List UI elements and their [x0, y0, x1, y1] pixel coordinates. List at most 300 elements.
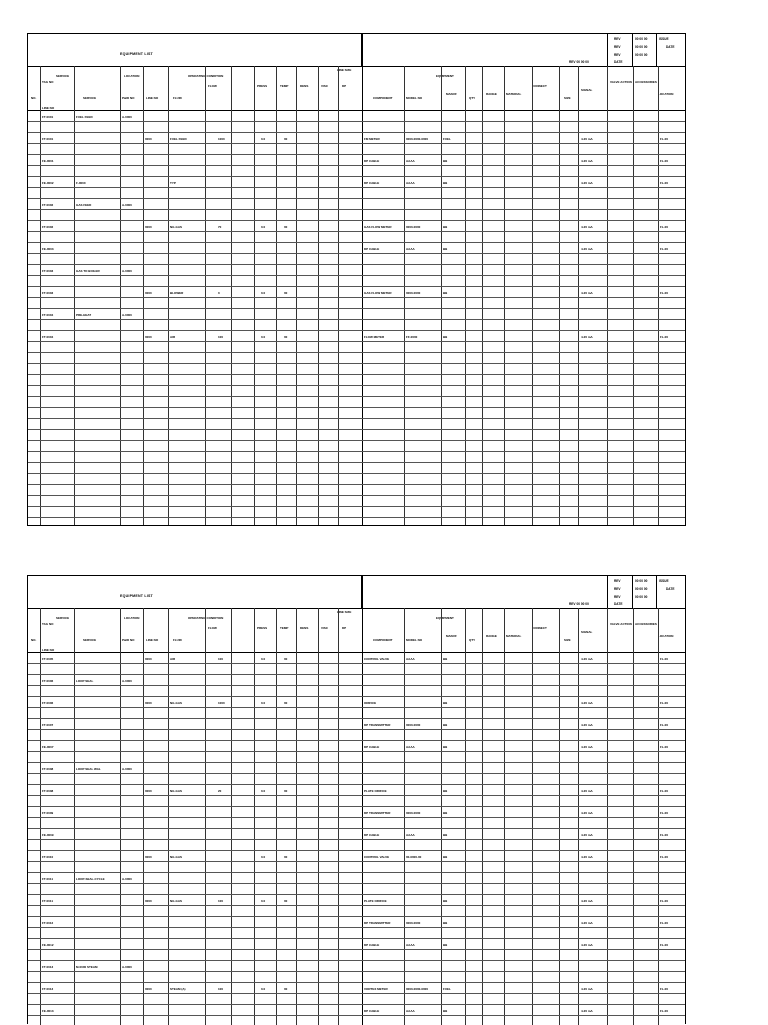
row-divider [28, 982, 685, 983]
row-divider [28, 740, 685, 741]
cell-comp: DP CABLE [364, 1009, 380, 1013]
cell-temp: 00 [284, 899, 288, 903]
group-equipment: EQUIPMENT [436, 616, 454, 620]
row-divider [28, 462, 685, 463]
cell-tag: FT-0010 [42, 855, 54, 859]
col-signal: SIGNAL [581, 630, 593, 634]
cell-model: FF-0000 [406, 335, 418, 339]
cell-fluid: AIR [170, 657, 176, 661]
cell-tag: FT-0011 [42, 877, 54, 881]
col-size: LINE SIZE [337, 610, 352, 614]
col-conn: CONNECT [532, 626, 547, 630]
column-divider [40, 66, 41, 525]
col-size: LINE SIZE [337, 68, 352, 72]
col-model: MODEL NO [406, 96, 423, 100]
column-divider [465, 66, 466, 525]
cell-press: 0.0 [261, 657, 266, 661]
cell-comp: VORTEX METER [364, 987, 388, 991]
cell-pid: A-0000 [122, 313, 132, 317]
cell-svc: GAS TO BOILER [76, 269, 100, 273]
col-valve: VALVE ACTION [610, 622, 632, 626]
row-divider [28, 916, 685, 917]
column-divider [362, 576, 363, 1025]
column-divider [504, 66, 505, 525]
col-no: NO. [31, 96, 37, 100]
column-divider [120, 66, 121, 525]
column-divider [482, 66, 483, 525]
cell-line: 0000 [145, 291, 152, 295]
equipment-list-sheet-1 [27, 33, 686, 526]
cell-tag: FT-0002 [42, 225, 54, 229]
row-divider [28, 685, 685, 686]
cell-line: 0000 [145, 137, 152, 141]
cell-fluid: NG-GAS [170, 899, 182, 903]
cell-loc: FL-00 [660, 987, 669, 991]
cell-tag: FE-0013 [42, 1009, 54, 1013]
cell-model: 0000-0000 [406, 291, 421, 295]
row-divider [28, 883, 685, 884]
cell-line: 0000 [145, 657, 152, 661]
cell-loc: FL-00 [660, 833, 669, 837]
cell-press: 0.0 [261, 225, 266, 229]
cell-tag: FT-0004 [42, 313, 54, 317]
cell-pid: A-0000 [122, 965, 132, 969]
cell-svc: M-0000 STEAM [76, 965, 98, 969]
col-qty: QTY [469, 638, 476, 642]
cell-tag: FE-0007 [42, 745, 54, 749]
cell-fluid: TYP [170, 181, 176, 185]
col-manuf: MANUF [446, 634, 457, 638]
row-divider [28, 319, 685, 320]
cell-comp: GAS FLOW METER [364, 291, 392, 295]
row-divider [28, 762, 685, 763]
column-divider [338, 66, 339, 525]
cell-tag: FE-0009 [42, 833, 54, 837]
rev-label: REV 00 00 00 [569, 602, 589, 606]
cell-manuf: BB [443, 745, 448, 749]
row-divider [28, 938, 685, 939]
cell-loc: FL-00 [660, 811, 669, 815]
cell-line: 0000 [145, 225, 152, 229]
cell-loc: FL-00 [660, 137, 669, 141]
cell-temp: 00 [284, 335, 288, 339]
cell-tag: FT-0012 [42, 921, 54, 925]
row-divider [28, 960, 685, 961]
cell-manuf: BB [443, 723, 448, 727]
cell-model: 0000-0000-0000 [406, 137, 429, 141]
row-divider [28, 696, 685, 697]
row-divider [28, 817, 685, 818]
column-header [28, 66, 685, 111]
col-press: PRESS [257, 626, 268, 630]
cell-press: 0.0 [261, 855, 266, 859]
col-tag2: LINE NO [42, 648, 55, 652]
cell-tag: FT-0008 [42, 789, 54, 793]
cell-tag: FT-0002 [42, 203, 54, 207]
cell-manuf: BB [443, 943, 448, 947]
col-fluid: FLUID [173, 96, 182, 100]
col-tag: TAG NO [42, 80, 54, 84]
col-tag2: LINE NO [42, 106, 55, 110]
group-location: LOCATION [124, 616, 140, 620]
row-divider [28, 231, 685, 232]
row-divider [28, 176, 685, 177]
rev-value: 00 00 00 [635, 45, 648, 49]
cell-model: AAAA [406, 247, 415, 251]
row-divider [28, 949, 685, 950]
cell-comp: PLATE ORIFICE [364, 789, 387, 793]
column-divider [532, 66, 533, 525]
rev-label: REV [614, 579, 621, 583]
cell-comp: DP TRANSMITTER [364, 921, 391, 925]
cell-comp: DP CABLE [364, 745, 380, 749]
col-signal: SIGNAL [581, 88, 593, 92]
cell-line: 0000 [145, 335, 152, 339]
cell-sig: 4-20 mA [581, 899, 593, 903]
cell-loc: FL-00 [660, 247, 669, 251]
col-visc: VISC [321, 626, 329, 630]
cell-sig: 4-20 mA [581, 811, 593, 815]
cell-comp: DP CABLE [364, 181, 380, 185]
col-qty: QTY [469, 96, 476, 100]
cell-fluid: NG-GAS [170, 789, 182, 793]
col-component: COMPONENT [373, 638, 393, 642]
cell-tag: FT-0003 [42, 269, 54, 273]
col-model: MODEL NO [406, 638, 423, 642]
cell-manuf: BB [443, 291, 448, 295]
row-divider [28, 363, 685, 364]
col-flow: FLOW [208, 626, 217, 630]
cell-tag: FT-0003 [42, 291, 54, 295]
column-divider [404, 66, 405, 525]
cell-model: 0000-0000 [406, 225, 421, 229]
col-dens: DENS [300, 626, 309, 630]
cell-comp: ORIFICE [364, 701, 377, 705]
col-range: RANGE [486, 634, 497, 638]
cell-fluid: STEAM (A) [170, 987, 186, 991]
issue-label: ISSUE [659, 37, 669, 41]
sheet-title: EQUIPMENT LIST [120, 52, 153, 56]
cell-manuf: BB [443, 225, 448, 229]
row-divider [28, 198, 685, 199]
cell-model: 0000-0000 [406, 921, 421, 925]
cell-temp: 00 [284, 987, 288, 991]
cell-tag: FT-0006 [42, 679, 54, 683]
cell-pid: A-0000 [122, 269, 132, 273]
col-valve: VALVE ACTION [610, 80, 632, 84]
row-divider [28, 132, 685, 133]
group-service: SERVICE [56, 74, 70, 78]
row-divider [28, 718, 685, 719]
group-location: LOCATION [124, 74, 140, 78]
row-divider [28, 165, 685, 166]
cell-loc: FL-00 [660, 899, 669, 903]
cell-manuf: BB [443, 181, 448, 185]
row-divider [28, 407, 685, 408]
row-divider [28, 850, 685, 851]
row-divider [28, 663, 685, 664]
column-divider [658, 66, 659, 525]
cell-loc: FL-00 [660, 291, 669, 295]
col-dp: DP [342, 84, 347, 88]
column-divider [143, 66, 144, 525]
col-tag: TAG NO [42, 622, 54, 626]
row-divider [28, 894, 685, 895]
cell-temp: 00 [284, 291, 288, 295]
cell-tag: FT-0005 [42, 657, 54, 661]
rev-value: 00 00 00 [635, 37, 648, 41]
sheet-title: EQUIPMENT LIST [120, 594, 153, 598]
row-divider [28, 308, 685, 309]
cell-comp: DP CABLE [364, 159, 380, 163]
col-component: COMPONENT [373, 96, 393, 100]
col-dp: DP [342, 626, 347, 630]
rev-label: REV [614, 595, 621, 599]
cell-manuf: BB [443, 1009, 448, 1013]
rev-label: REV [614, 37, 621, 41]
cell-manuf: BB [443, 657, 448, 661]
cell-line: 0000 [145, 855, 152, 859]
cell-manuf: FUEL [443, 987, 451, 991]
cell-comp: FM METER [364, 137, 380, 141]
cell-manuf: BB [443, 833, 448, 837]
column-divider [296, 66, 297, 525]
col-service: SERVICE [83, 96, 97, 100]
row-divider [28, 473, 685, 474]
column-divider [559, 66, 560, 525]
cell-line: 0000 [145, 987, 152, 991]
cell-flow: 100 [218, 987, 224, 991]
row-divider [28, 484, 685, 485]
cell-comp: DP CABLE [364, 943, 380, 947]
cell-tag: FT-0004 [42, 335, 54, 339]
cell-model: 00-0000-00 [406, 855, 422, 859]
cell-model: AAAA [406, 159, 415, 163]
col-material: MATERIAL [506, 634, 522, 638]
col-pid: P&ID NO [122, 96, 135, 100]
cell-svc: GAS FEED [76, 203, 92, 207]
cell-svc: LOOP SEAL [76, 679, 94, 683]
row-divider [28, 861, 685, 862]
date-label: DATE [614, 602, 623, 606]
row-divider [28, 707, 685, 708]
cell-sig: 4-20 mA [581, 943, 593, 947]
row-divider [28, 729, 685, 730]
cell-pid: A-0000 [122, 877, 132, 881]
cell-svc: LOOP-SEAL-CYCLE [76, 877, 105, 881]
rev-label: REV [614, 587, 621, 591]
column-divider [205, 66, 206, 525]
cell-loc: FL-00 [660, 921, 669, 925]
cell-model: AAAA [406, 657, 415, 661]
cell-fluid: BLOWER [170, 291, 184, 295]
column-divider [607, 66, 608, 525]
cell-tag: FE-0012 [42, 943, 54, 947]
col-size2: SIZE [564, 638, 571, 642]
cell-pid: A-0000 [122, 679, 132, 683]
cell-tag: FT-0007 [42, 723, 54, 727]
cell-fluid: FUEL FEED [170, 137, 187, 141]
group-service: SERVICE [56, 616, 70, 620]
column-divider [231, 66, 232, 525]
col-flow: FLOW [208, 84, 217, 88]
cell-sig: 4-20 mA [581, 159, 593, 163]
cell-comp: PLATE ORIFICE [364, 899, 387, 903]
cell-tag: FT-0001 [42, 137, 54, 141]
col-access: ACCESSORIES [635, 80, 657, 84]
row-divider [28, 385, 685, 386]
cell-svc: F-0000 [76, 181, 86, 185]
cell-sig: 4-20 mA [581, 921, 593, 925]
col-temp: TEMP [280, 626, 289, 630]
cell-tag: FT-0011 [42, 899, 54, 903]
cell-manuf: FUEL [443, 137, 451, 141]
row-divider [28, 927, 685, 928]
row-divider [28, 495, 685, 496]
cell-line: 0000 [145, 899, 152, 903]
cell-press: 0.0 [261, 335, 266, 339]
col-range: RANGE [486, 92, 497, 96]
row-divider [28, 253, 685, 254]
column-divider [318, 66, 319, 525]
cell-fluid: AIR [170, 335, 176, 339]
row-divider [28, 451, 685, 452]
cell-sig: 4-20 mA [581, 789, 593, 793]
cell-model: AAAA [406, 181, 415, 185]
row-divider [28, 275, 685, 276]
cell-comp: FLOW METER [364, 335, 385, 339]
cell-loc: FL-00 [660, 701, 669, 705]
row-divider [28, 506, 685, 507]
cell-pid: A-0000 [122, 203, 132, 207]
row-divider [28, 297, 685, 298]
cell-sig: 4-20 mA [581, 181, 593, 185]
cell-sig: 4-20 mA [581, 291, 593, 295]
cell-loc: FL-00 [660, 159, 669, 163]
row-divider [28, 341, 685, 342]
rev-value: 00 00 00 [635, 595, 648, 599]
cell-flow: 100 [218, 899, 224, 903]
cell-press: 0.0 [261, 987, 266, 991]
cell-model: AAAA [406, 745, 415, 749]
cell-tag: FE-0001 [42, 159, 54, 163]
cell-model: AAAA [406, 1009, 415, 1013]
row-divider [28, 905, 685, 906]
col-temp: TEMP [280, 84, 289, 88]
cell-loc: FL-00 [660, 789, 669, 793]
col-material: MATERIAL [506, 92, 522, 96]
group-equipment: EQUIPMENT [436, 74, 454, 78]
rev-value: 00 00 00 [635, 579, 648, 583]
column-divider [633, 66, 634, 525]
cell-flow: 1000 [218, 701, 225, 705]
row-divider [28, 154, 685, 155]
row-divider [28, 971, 685, 972]
rev-label: REV 00 00 00 [569, 60, 589, 64]
cell-comp: DP CABLE [364, 833, 380, 837]
cell-loc: FL-00 [660, 181, 669, 185]
col-line: LINE NO [146, 96, 159, 100]
row-divider [28, 209, 685, 210]
cell-comp: CONTROL VALVE [364, 657, 390, 661]
cell-tag: FE-0002 [42, 181, 54, 185]
title-block [362, 576, 685, 608]
sheet-header [28, 576, 685, 609]
col-pid: P&ID NO [122, 638, 135, 642]
cell-flow: 0 [218, 291, 220, 295]
cell-tag: FT-0013 [42, 987, 54, 991]
cell-tag: FE-0003 [42, 247, 54, 251]
cell-manuf: BB [443, 701, 448, 705]
col-line: LINE NO [146, 638, 159, 642]
cell-sig: 4-20 mA [581, 701, 593, 705]
cell-model: 0000-0000 [406, 723, 421, 727]
row-divider [28, 773, 685, 774]
col-location: LOCATION [658, 634, 674, 638]
rev-label: REV [614, 45, 621, 49]
row-divider [28, 396, 685, 397]
cell-pid: A-0000 [122, 115, 132, 119]
date-label: DATE [666, 587, 675, 591]
col-visc: VISC [321, 84, 329, 88]
cell-temp: 00 [284, 137, 288, 141]
cell-svc: LOOP SEAL WAL [76, 767, 101, 771]
cell-svc: FUEL FEED [76, 115, 93, 119]
date-label: DATE [666, 45, 675, 49]
col-no: NO. [31, 638, 37, 642]
column-divider [441, 66, 442, 525]
rev-value: 00 00 00 [635, 53, 648, 57]
column-header [28, 608, 685, 653]
row-divider [28, 121, 685, 122]
cell-loc: FL-00 [660, 943, 669, 947]
cell-loc: FL-00 [660, 855, 669, 859]
column-divider [276, 66, 277, 525]
cell-svc: PRE-HEAT [76, 313, 92, 317]
row-divider [28, 872, 685, 873]
column-divider [254, 66, 255, 525]
col-press: PRESS [257, 84, 268, 88]
issue-label: ISSUE [659, 579, 669, 583]
cell-loc: FL-00 [660, 1009, 669, 1013]
cell-manuf: BB [443, 921, 448, 925]
rev-value: 00 00 00 [635, 587, 648, 591]
cell-model: AAAA [406, 833, 415, 837]
col-fluid: FLUID [173, 638, 182, 642]
cell-fluid: NG-GAS [170, 225, 182, 229]
row-divider [28, 187, 685, 188]
cell-tag: FT-0009 [42, 811, 54, 815]
row-divider [28, 1015, 685, 1016]
title-area [28, 576, 362, 608]
title-block [362, 34, 685, 66]
cell-sig: 4-20 mA [581, 657, 593, 661]
cell-sig: 4-20 mA [581, 855, 593, 859]
cell-temp: 00 [284, 701, 288, 705]
row-divider [28, 286, 685, 287]
cell-line: 0000 [145, 701, 152, 705]
cell-manuf: BB [443, 811, 448, 815]
cell-loc: FL-00 [660, 657, 669, 661]
row-divider [28, 839, 685, 840]
cell-comp: DP CABLE [364, 247, 380, 251]
cell-loc: FL-00 [660, 335, 669, 339]
cell-tag: FT-0001 [42, 115, 54, 119]
row-divider [28, 143, 685, 144]
cell-manuf: BB [443, 899, 448, 903]
col-service: SERVICE [83, 638, 97, 642]
cell-manuf: BB [443, 159, 448, 163]
